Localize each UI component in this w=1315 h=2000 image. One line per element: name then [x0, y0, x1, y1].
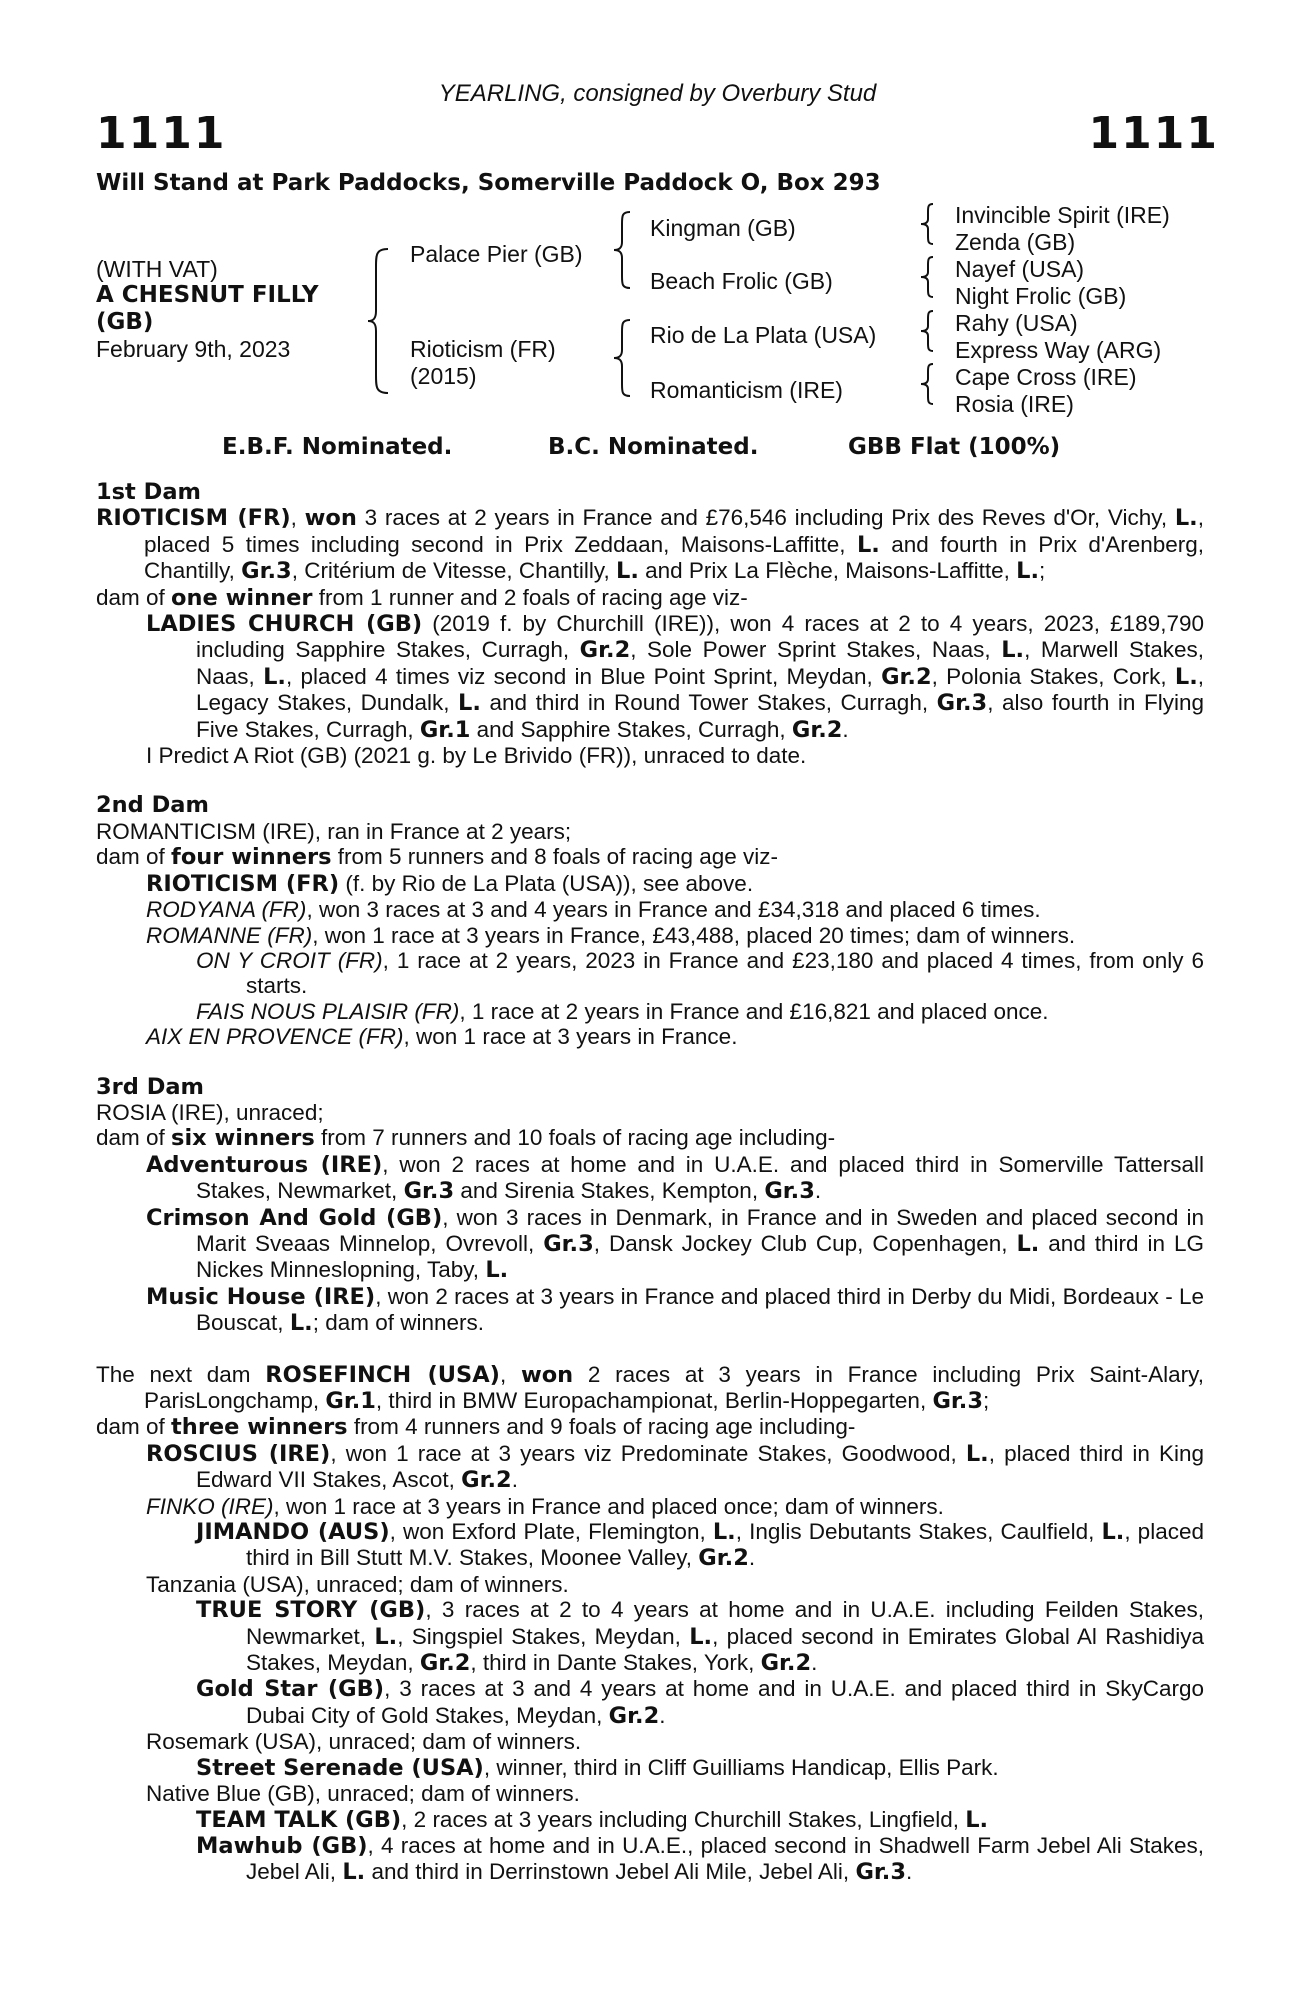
- produce-adventurous: Adventurous (IRE), won 2 races at home and in U.A.E. and placed third in Somerville Tattersall Stakes, Newmarket, Gr.3 and Sirenia Stakes, Kempton, Gr.3.: [146, 1151, 1204, 1205]
- produce-music-house: Music House (IRE), won 2 races at 3 years in France and placed third in Derby du Midi, Bordeaux - Le Bouscat, L.; dam of winners.: [146, 1283, 1205, 1337]
- g-zenda: Zenda (GB): [955, 229, 1076, 255]
- pedigree-brace-dam: [612, 318, 636, 398]
- dam1-record: RIOTICISM (FR), won 3 races at 2 years in France and £76,546 including Prix des Reves d'Or, Vichy, L., placed 5 times including second in Prix Zeddaan, Maisons-Laffitte, L. and fourth in Prix d'Arenberg, Chantilly, Gr.3, Critérium de Vitesse, Chantilly, L. and Prix La Flèche, Maisons-Laffitte, L.;: [96, 505, 1205, 585]
- dam-sire: Rio de La Plata (USA): [650, 322, 877, 348]
- pedigree-brace-g3: [919, 309, 939, 353]
- dam-year: (2015): [410, 363, 477, 389]
- produce-crimson-and-gold: Crimson And Gold (GB), won 3 races in Denmark, in France and in Sweden and placed second in Marit Sveaas Minnelop, Ovrevoll, Gr.3, Dansk Jockey Club Cup, Copenhagen, L. and third in LG Nickes Minneslopning, Taby, L.: [146, 1204, 1204, 1284]
- next-dam-record: The next dam ROSEFINCH (USA), won 2 races at 3 years in France including Prix Saint-Alary, ParisLongchamp, Gr.1, third in BMW Europachampionat, Berlin-Hoppegarten, Gr.3;: [96, 1361, 1204, 1414]
- dam2-record: ROMANTICISM (IRE), ran in France at 2 years;: [96, 818, 572, 844]
- produce-mawhub: Mawhub (GB), 4 races at home and in U.A.E., placed second in Shadwell Farm Jebel Ali Stakes, Jebel Ali, L. and third in Derrinstown Jebel Ali Mile, Jebel Ali, Gr.3.: [196, 1832, 1204, 1886]
- dam1-produce-summary: dam of one winner from 1 runner and 2 foals of racing age viz-: [96, 584, 748, 611]
- ebf-nomination: E.B.F. Nominated.: [222, 434, 453, 460]
- horse-country: (GB): [96, 309, 154, 335]
- g-express-way: Express Way (ARG): [955, 337, 1162, 363]
- lot-number-right: 1111: [1088, 108, 1219, 159]
- dam: Rioticism (FR): [410, 336, 556, 362]
- g-nayef: Nayef (USA): [955, 256, 1085, 282]
- g-rosia: Rosia (IRE): [955, 391, 1074, 417]
- bc-nomination: B.C. Nominated.: [548, 434, 759, 460]
- pedigree-brace-g1: [919, 202, 939, 246]
- foaling-date: February 9th, 2023: [96, 336, 291, 362]
- produce-jimando: JIMANDO (AUS), won Exford Plate, Flemington, L., Inglis Debutants Stakes, Caulfield, L., placed third in Bill Stutt M.V. Stakes, Moonee Valley, Gr.2.: [196, 1519, 1204, 1572]
- produce-ladies-church: LADIES CHURCH (GB) (2019 f. by Churchill (IRE)), won 4 races at 2 to 4 years, 2023, £189,790 including Sapphire Stakes, Curragh, Gr.2, Sole Power Sprint Stakes, Naas, L., Marwell Stakes, Naas, L., placed 4 times viz second in Blue Point Sprint, Meydan, Gr.2, Polonia Stakes, Cork, L., Legacy Stakes, Dundalk, L. and third in Round Tower Stakes, Curragh, Gr.3, also fourth in Flying Five Stakes, Curragh, Gr.1 and Sapphire Stakes, Curragh, Gr.2.: [146, 611, 1205, 743]
- dam-dam: Romanticism (IRE): [650, 377, 843, 403]
- produce-fais-nous-plaisir: FAIS NOUS PLAISIR (FR), 1 race at 2 years in France and £16,821 and placed once.: [196, 998, 1049, 1024]
- g-cape-cross: Cape Cross (IRE): [955, 364, 1137, 390]
- dam3-record: ROSIA (IRE), unraced;: [96, 1099, 324, 1125]
- produce-rioticism: RIOTICISM (FR) (f. by Rio de La Plata (USA)), see above.: [146, 870, 754, 897]
- produce-street-serenade: Street Serenade (USA), winner, third in Cliff Guilliams Handicap, Ellis Park.: [196, 1754, 999, 1781]
- pedigree-brace-sire: [612, 210, 636, 290]
- gbb-flat: GBB Flat (100%): [848, 434, 1061, 460]
- g-invincible-spirit: Invincible Spirit (IRE): [955, 202, 1170, 228]
- pedigree-brace-g4: [919, 362, 939, 406]
- catalogue-body: [96, 480, 1204, 1886]
- horse-description: A CHESNUT FILLY: [96, 282, 319, 308]
- produce-native-blue: Native Blue (GB), unraced; dam of winners.: [146, 1781, 580, 1807]
- dam2-produce-summary: dam of four winners from 5 runners and 8 foals of racing age viz-: [96, 844, 779, 871]
- produce-romanne: ROMANNE (FR), won 1 race at 3 years in France, £43,488, placed 20 times; dam of winners.: [146, 922, 1076, 948]
- dam3-heading: 3rd Dam: [96, 1073, 204, 1100]
- produce-rosemark: Rosemark (USA), unraced; dam of winners.: [146, 1729, 582, 1755]
- sire-dam: Beach Frolic (GB): [650, 268, 833, 294]
- stand-location: Will Stand at Park Paddocks, Somerville Paddock O, Box 293: [96, 170, 881, 196]
- produce-finko: FINKO (IRE), won 1 race at 3 years in France and placed once; dam of winners.: [146, 1493, 944, 1519]
- g-night-frolic: Night Frolic (GB): [955, 283, 1127, 309]
- sire-sire: Kingman (GB): [650, 215, 796, 241]
- produce-team-talk: TEAM TALK (GB), 2 races at 3 years including Churchill Stakes, Lingfield, L.: [196, 1806, 989, 1833]
- consignment-line: YEARLING, consigned by Overbury Stud: [438, 80, 877, 107]
- dam3-produce-summary: dam of six winners from 7 runners and 10 foals of racing age including-: [96, 1125, 836, 1152]
- g-rahy: Rahy (USA): [955, 310, 1078, 336]
- produce-tanzania: Tanzania (USA), unraced; dam of winners.: [146, 1571, 569, 1597]
- produce-on-y-croit: ON Y CROIT (FR), 1 race at 2 years, 2023 in France and £23,180 and placed 4 times, from only 6 starts.: [196, 947, 1204, 999]
- lot-number-left: 1111: [96, 108, 227, 159]
- produce-i-predict-a-riot: I Predict A Riot (GB) (2021 g. by Le Brivido (FR)), unraced to date.: [146, 743, 807, 769]
- dam2-heading: 2nd Dam: [96, 792, 209, 819]
- produce-gold-star: Gold Star (GB), 3 races at 3 and 4 years at home and in U.A.E. and placed third in SkyCargo Dubai City of Gold Stakes, Meydan, Gr.2.: [196, 1676, 1205, 1729]
- produce-roscius: ROSCIUS (IRE), won 1 race at 3 years viz Predominate Stakes, Goodwood, L., placed third in King Edward VII Stakes, Ascot, Gr.2.: [146, 1440, 1205, 1494]
- next-dam-produce-summary: dam of three winners from 4 runners and 9 foals of racing age including-: [96, 1414, 856, 1441]
- sire: Palace Pier (GB): [410, 241, 583, 267]
- vat-note: (WITH VAT): [96, 256, 218, 282]
- pedigree-brace-main: [366, 247, 396, 395]
- pedigree-brace-g2: [919, 255, 939, 299]
- produce-true-story: TRUE STORY (GB), 3 races at 2 to 4 years at home and in U.A.E. including Feilden Stakes, Newmarket, L., Singspiel Stakes, Meydan, L., placed second in Emirates Global Al Rashidiya Stakes, Meydan, Gr.2, third in Dante Stakes, York, Gr.2.: [196, 1597, 1205, 1677]
- produce-rodyana: RODYANA (FR), won 3 races at 3 and 4 years in France and £34,318 and placed 6 times.: [146, 897, 1041, 923]
- produce-aix-en-provence: AIX EN PROVENCE (FR), won 1 race at 3 years in France.: [146, 1024, 738, 1050]
- dam1-heading: 1st Dam: [96, 479, 201, 505]
